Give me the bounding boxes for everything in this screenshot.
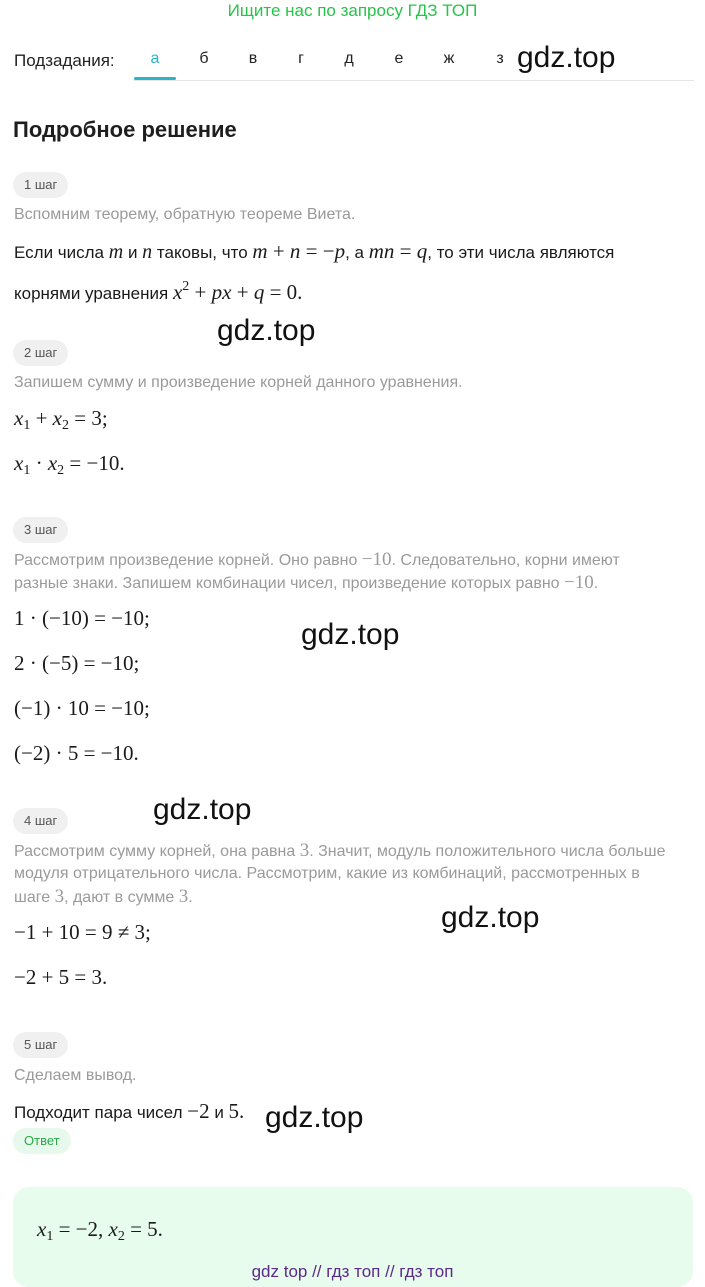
- step-intro: Сделаем вывод.: [14, 1067, 137, 1084]
- step-badge: 5 шаг: [13, 1032, 68, 1058]
- tab-e[interactable]: е: [394, 50, 404, 67]
- step-intro: шаге 3, дают в сумме 3.: [14, 886, 193, 907]
- equation: −2 + 5 = 3.: [14, 965, 108, 989]
- tab-v[interactable]: в: [248, 50, 258, 67]
- watermark: gdz.top: [301, 618, 400, 651]
- tab-zh[interactable]: ж: [443, 50, 455, 67]
- step-badge: 1 шаг: [13, 172, 68, 198]
- equation: 1 · (−10) = −10;: [14, 606, 150, 630]
- equation: −1 + 10 = 9 ≠ 3;: [14, 920, 151, 944]
- watermark: gdz.top: [217, 314, 316, 347]
- step-intro: Запишем сумму и произведение корней данного уравнения.: [14, 374, 463, 391]
- step-intro: разные знаки. Запишем комбинации чисел, произведение которых равно −10.: [14, 572, 599, 593]
- answer-badge: Ответ: [13, 1128, 71, 1154]
- watermark: gdz.top: [265, 1101, 364, 1134]
- answer-equation: $x_1 = -2$, $x_2 = 5$.: [37, 1217, 163, 1244]
- tab-d[interactable]: д: [344, 50, 354, 67]
- step-badge: 3 шаг: [13, 517, 68, 543]
- footer-links[interactable]: gdz top // гдз топ // гдз топ: [251, 1262, 454, 1281]
- watermark: gdz.top: [517, 41, 616, 74]
- step-intro: Вспомним теорему, обратную теореме Виета.: [14, 206, 356, 223]
- tab-a[interactable]: а: [150, 50, 160, 67]
- step-intro: Рассмотрим произведение корней. Оно равно −10. Следовательно, корни имеют: [14, 549, 620, 570]
- step-intro: Рассмотрим сумму корней, она равна 3. Значит, модуль положительного числа больше: [14, 840, 666, 861]
- subtasks-label: Подзадания:: [14, 51, 115, 70]
- step-badge: 2 шаг: [13, 340, 68, 366]
- equation: (−2) · 5 = −10.: [14, 741, 139, 765]
- active-tab-underline: [134, 77, 176, 80]
- equation: (−1) · 10 = −10;: [14, 696, 150, 720]
- watermark: gdz.top: [441, 901, 540, 934]
- page-title: Подробное решение: [13, 117, 237, 142]
- step-text: корнями уравнения $x^2$ + px + q = 0.: [14, 279, 303, 304]
- search-banner: Ищите нас по запросу ГДЗ ТОП: [227, 1, 478, 20]
- tab-z[interactable]: з: [496, 50, 504, 67]
- watermark: gdz.top: [153, 793, 252, 826]
- equation: $x_1 + x_2 = 3$;: [14, 406, 108, 433]
- step-badge: 4 шаг: [13, 808, 68, 834]
- equation: 2 · (−5) = −10;: [14, 651, 140, 675]
- step-text: Подходит пара чисел −2 и 5.: [14, 1099, 245, 1123]
- equation: $x_1 \cdot x_2 = -10$.: [14, 451, 125, 478]
- step-text: Если числа m и n таковы, что m + n = −p, а mn = q, то эти числа являются: [14, 239, 615, 263]
- tab-g[interactable]: г: [298, 50, 304, 67]
- tab-b[interactable]: б: [199, 50, 209, 67]
- step-intro: модуля отрицательного числа. Рассмотрим, какие из комбинаций, рассмотренных в: [14, 865, 640, 882]
